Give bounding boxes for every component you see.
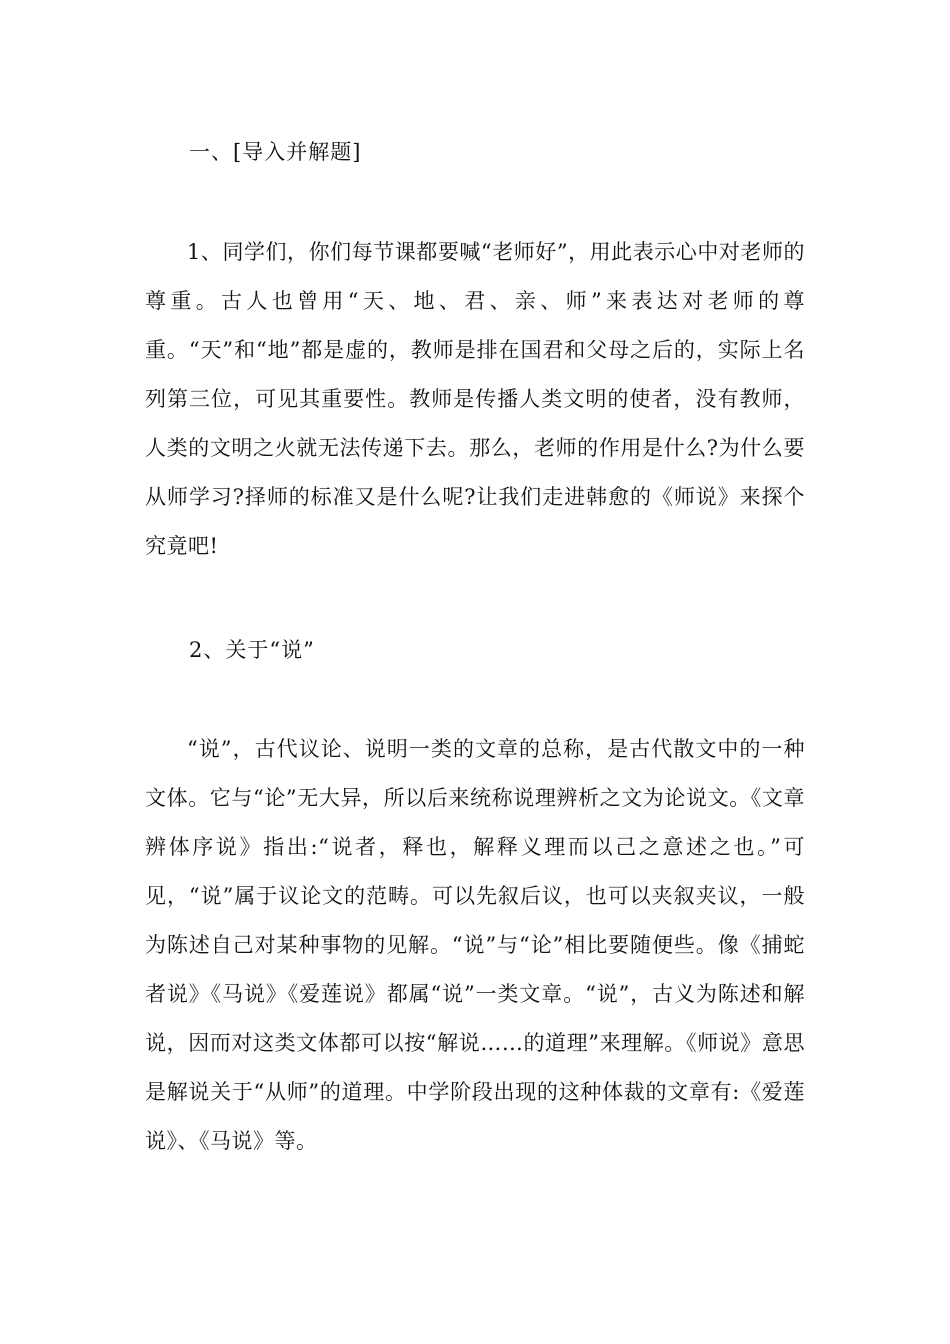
section-heading: 一、[导入并解题]: [189, 140, 362, 164]
subheading-about-shuo: 2、关于“说”: [189, 638, 315, 662]
paragraph-about-shuo: “说”，古代议论、说明一类的文章的总称，是古代散文中的一种文体。它与“论”无大异，所以后来统称说理辨析之文为论说文。《文章辨体序说》指出:“说者，释也，解释义理而以己之意述之也。”可见，“说”属于议论文的范畴。可以先叙后议，也可以夹叙夹议，一般为陈述自己对某种事物的见解。“说”与“论”相比要随便些。像《捕蛇者说》《马说》《爱莲说》都属“说”一类文章。“说”，古义为陈述和解说，因而对这类文体都可以按“解说……的道理”来理解。《师说》意思是解说关于“从师”的道理。中学阶段出现的这种体裁的文章有:《爱莲说》、《马说》等。: [145, 737, 805, 1153]
paragraph-intro: 1、同学们，你们每节课都要喊“老师好”，用此表示心中对老师的尊重。古人也曾用“天、地、君、亲、师”来表达对老师的尊重。“天”和“地”都是虚的，教师是排在国君和父母之后的，实际上名列第三位，可见其重要性。教师是传播人类文明的使者，没有教师，人类的文明之火就无法传递下去。那么，老师的作用是什么?为什么要从师学习?择师的标准又是什么呢?让我们走进韩愈的《师说》来探个究竟吧!: [145, 240, 805, 558]
